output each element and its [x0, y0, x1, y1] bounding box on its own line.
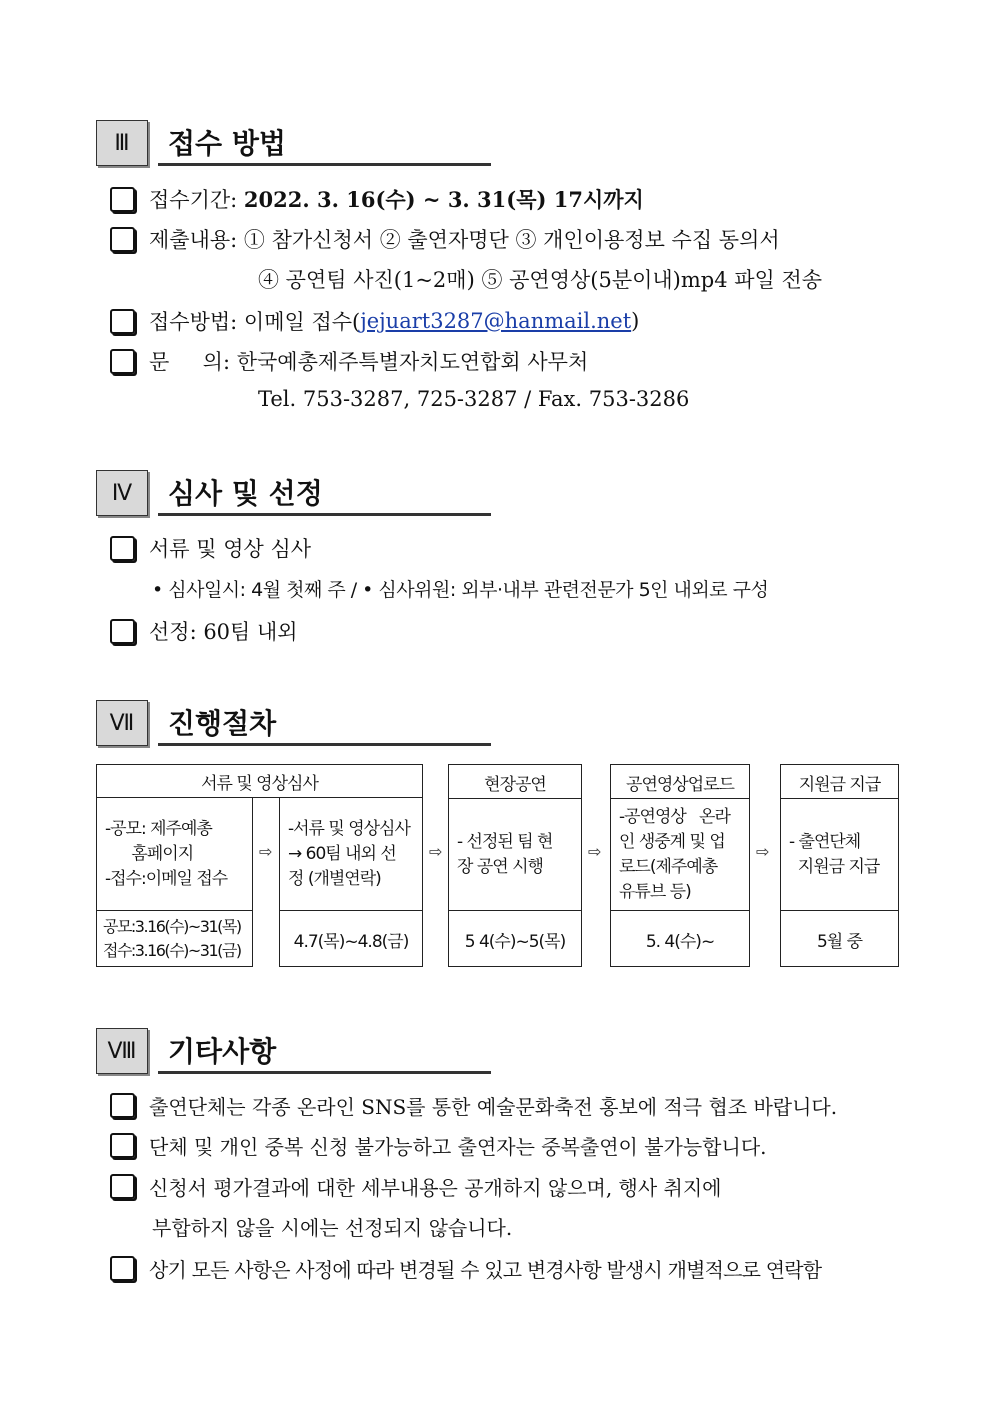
flow-step-text: -서류 및 영상심사 → 60팀 내외 선 정 (개별연락) — [288, 818, 410, 889]
checkbox-icon — [110, 1093, 135, 1118]
period-label: 접수기간: — [149, 188, 238, 212]
flow-step-screening — [279, 797, 423, 967]
section-number: Ⅷ — [96, 1028, 148, 1074]
arrow-icon: ⇨ — [756, 842, 769, 861]
etc-item-continuation: 부합하지 않을 시에는 선정되지 않습니다. — [152, 1216, 513, 1240]
flow-step-text: -공모: 제주예총 홈페이지 -접수:이메일 접수 — [105, 818, 228, 889]
flow-date-text: 5 4(수)~5(목) — [464, 931, 566, 952]
method-label: 접수방법: — [149, 310, 238, 334]
flow-header-text: 공연영상업로드 — [626, 774, 734, 795]
inquiry-label: 문 의: — [149, 350, 231, 374]
flow-step-text: - 선정된 팀 현 장 공연 시행 — [457, 832, 553, 877]
section-underline — [158, 1071, 491, 1074]
flow-date-text: 4.7(목)~4.8(금) — [293, 931, 409, 952]
flow-step-upload — [610, 764, 750, 967]
etc-item-text: 단체 및 개인 중복 신청 불가능하고 출연자는 중복출연이 불가능합니다. — [149, 1135, 767, 1159]
flow-header-text: 서류 및 영상심사 — [201, 773, 318, 794]
etc-item-text: 상기 모든 사항은 사정에 따라 변경될 수 있고 변경사항 발생시 개별적으로 연락함 — [149, 1258, 822, 1282]
flow-step-text: -공연영상 온라 인 생중계 및 업 로드(제주예총 유튜브 등) — [619, 807, 730, 902]
review-detail: • 심사일시: 4월 첫째 주 / • 심사위원: 외부·내부 관련전문가 5인 내외로 구성 — [152, 579, 769, 601]
flow-header-text: 지원금 지급 — [798, 774, 881, 795]
checkbox-icon — [110, 1174, 135, 1199]
section-title: 기타사항 — [168, 1035, 277, 1068]
etc-item — [110, 1131, 767, 1160]
review-item-text: 서류 및 영상 심사 — [149, 537, 312, 561]
flow-date-text: 5월 중 — [816, 931, 863, 952]
flow-header-review — [96, 764, 423, 798]
section-title: 진행절차 — [168, 707, 277, 740]
section-title: 심사 및 선정 — [168, 477, 323, 510]
method-prefix: 이메일 접수( — [243, 310, 361, 334]
contents-line1: ① 참가신청서 ② 출연자명단 ③ 개인이용정보 수집 동의서 — [243, 228, 780, 252]
arrow-icon: ⇨ — [588, 842, 601, 861]
arrow-icon: ⇨ — [259, 842, 272, 861]
flow-step-live — [448, 764, 582, 967]
flow-step-text: - 출연단체 지원금 지급 — [789, 832, 880, 877]
etc-item — [110, 1091, 837, 1120]
selection-text: 선정: 60팀 내외 — [149, 620, 298, 644]
checkbox-icon — [110, 1133, 135, 1158]
flow-date-text: 공모:3.16(수)~31(목) 접수:3.16(수)~31(금) — [103, 917, 241, 960]
etc-item — [110, 1172, 722, 1201]
method-suffix: ) — [631, 309, 640, 333]
section-header-etc — [96, 1028, 491, 1074]
checkbox-icon — [110, 1256, 135, 1281]
arrow-icon: ⇨ — [429, 842, 442, 861]
email-link[interactable]: jejuart3287@hanmail.net — [360, 309, 632, 333]
period-value: 2022. 3. 16(수) ~ 3. 31(목) 17시까지 — [243, 187, 644, 212]
flow-step-grant — [780, 764, 899, 967]
inquiry-value: 한국예총제주특별자치도연합회 사무처 — [236, 350, 589, 374]
flow-step-application — [96, 797, 253, 967]
section-number: Ⅳ — [96, 470, 148, 516]
section-number: Ⅶ — [96, 700, 148, 746]
section-number: Ⅲ — [96, 120, 148, 166]
etc-item-text: 신청서 평가결과에 대한 세부내용은 공개하지 않으며, 행사 취지에 — [149, 1176, 722, 1200]
section-title: 접수 방법 — [168, 127, 286, 160]
inquiry-tel: Tel. 753-3287, 725-3287 / Fax. 753-3286 — [258, 387, 690, 411]
etc-item-text: 출연단체는 각종 온라인 SNS를 통한 예술문화축전 홍보에 적극 협조 바랍니다. — [149, 1095, 838, 1119]
flow-date-text: 5. 4(수)~ — [645, 931, 715, 952]
flow-header-text: 현장공연 — [484, 774, 546, 795]
contents-line2: ④ 공연팀 사진(1~2매) ⑤ 공연영상(5분이내)mp4 파일 전송 — [258, 268, 823, 292]
contents-label: 제출내용: — [149, 228, 238, 252]
etc-item — [110, 1254, 821, 1283]
